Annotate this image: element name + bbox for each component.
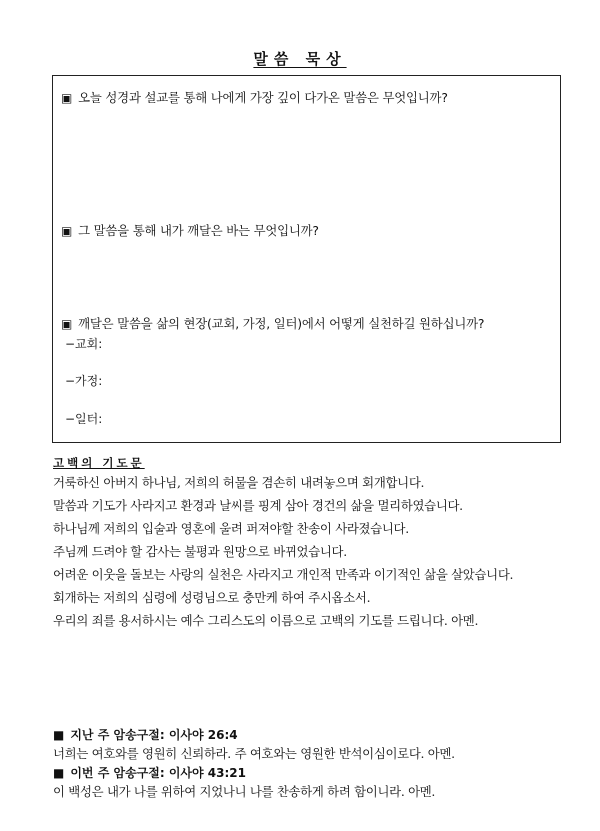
question-2-text: 그 말씀을 통해 내가 깨달은 바는 무엇입니까?: [78, 223, 319, 238]
question-2: [61, 221, 319, 239]
square-bullet-icon: ■: [53, 728, 65, 742]
prayer-line: 거룩하신 아버지 하나님, 저희의 허물을 겸손히 내려놓으며 회개합니다.: [53, 475, 425, 490]
prayer-line: 하나님께 저희의 입술과 영혼에 울려 퍼져야할 찬송이 사라졌습니다.: [53, 521, 409, 536]
this-week-verse-label: [53, 764, 246, 781]
prayer-line: 회개하는 저희의 심령에 성령님으로 충만케 하여 주시옵소서.: [53, 590, 371, 605]
prayer-line: 어려운 이웃을 돌보는 사랑의 실천은 사라지고 개인적 만족과 이기적인 삶을 살았습니다.: [53, 567, 514, 582]
square-marker-icon: ▣: [61, 224, 73, 238]
square-marker-icon: ▣: [61, 317, 73, 331]
practice-church: −교회:: [65, 337, 103, 351]
prayer-line: 우리의 죄를 용서하시는 예수 그리스도의 이름으로 고백의 기도를 드립니다. 아멘.: [53, 613, 479, 628]
practice-home: −가정:: [65, 374, 103, 388]
last-week-verse-label-text: 지난 주 암송구절: 이사야 26:4: [70, 728, 238, 742]
this-week-verse-text: 이 백성은 내가 나를 위하여 지었나니 나를 찬송하게 하려 함이니라. 아멘.: [53, 784, 436, 799]
square-bullet-icon: ■: [53, 766, 65, 780]
question-3: [61, 314, 484, 332]
question-1-text: 오늘 성경과 설교를 통해 나에게 가장 깊이 다가온 말씀은 무엇입니까?: [78, 90, 448, 105]
this-week-verse-label-text: 이번 주 암송구절: 이사야 43:21: [70, 766, 246, 780]
prayer-line: 말씀과 기도가 사라지고 환경과 날씨를 핑계 삼아 경건의 삶을 멀리하였습니다.: [53, 498, 463, 513]
page-title: 말씀 묵상: [253, 50, 347, 68]
question-1: [61, 88, 448, 106]
prayer-line: 주님께 드려야 할 감사는 불평과 원망으로 바뀌었습니다.: [53, 544, 347, 559]
question-3-text: 깨달은 말씀을 삶의 현장(교회, 가정, 일터)에서 어떻게 실천하길 원하십니까?: [78, 316, 485, 331]
square-marker-icon: ▣: [61, 91, 73, 105]
last-week-verse-label: [53, 726, 238, 743]
practice-work: −일터:: [65, 412, 103, 426]
meditation-box: [52, 75, 561, 443]
prayer-title: 고백의 기도문: [53, 456, 145, 470]
last-week-verse-text: 너희는 여호와를 영원히 신뢰하라. 주 여호와는 영원한 반석이심이로다. 아멘.: [53, 746, 455, 761]
